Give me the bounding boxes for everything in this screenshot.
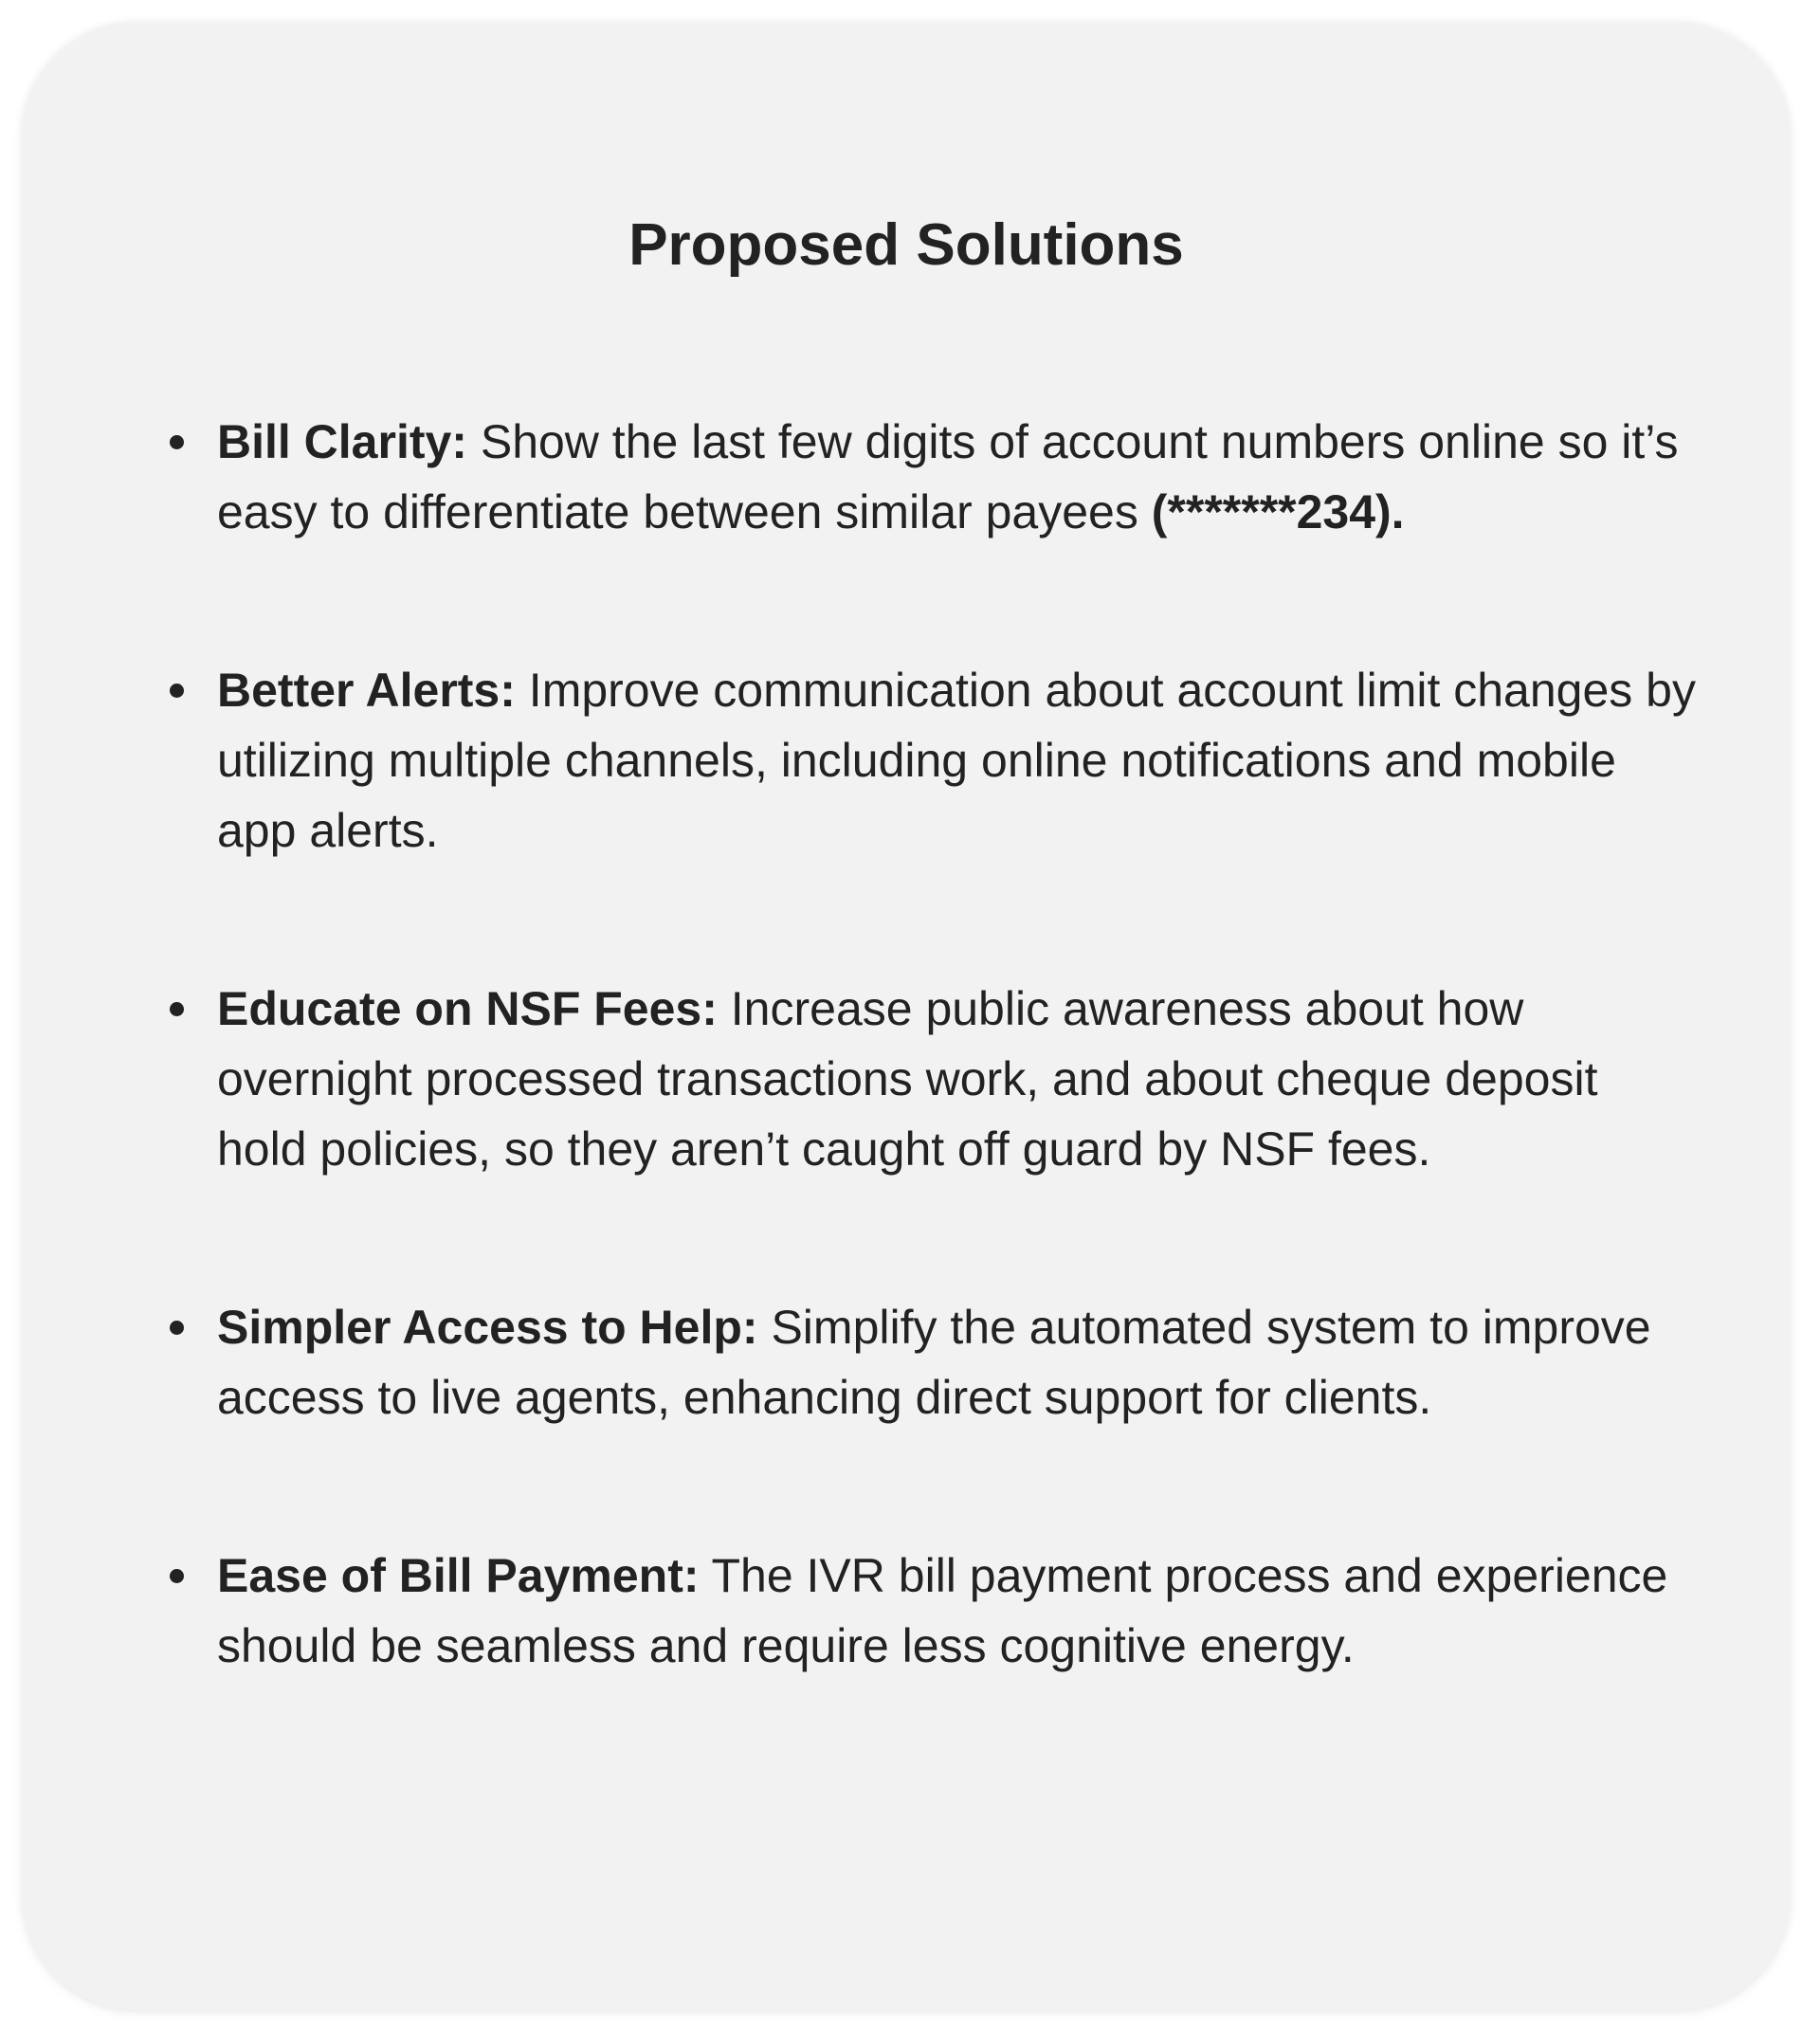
page-title: Proposed Solutions bbox=[628, 212, 1184, 278]
solution-term: Bill Clarity: bbox=[217, 415, 467, 468]
solution-term: Simpler Access to Help: bbox=[217, 1301, 758, 1354]
solutions-list bbox=[217, 407, 1696, 1681]
bullet-icon bbox=[170, 684, 184, 698]
bullet-icon bbox=[170, 1321, 184, 1335]
solution-item-ease-of-bill-payment bbox=[217, 1541, 1696, 1681]
account-mask-example: (*******234). bbox=[1151, 485, 1405, 538]
solution-item-bill-clarity bbox=[217, 407, 1696, 547]
solution-item-simpler-access bbox=[217, 1292, 1696, 1432]
solution-description: Increase public awareness about how overnight processed transactions work, and about cheque deposit hold policies, so they aren’t caught off guard by NSF fees. bbox=[217, 982, 1598, 1176]
solution-description: The IVR bill payment process and experience should be seamless and require less cognitive energy. bbox=[217, 1549, 1668, 1672]
bullet-icon bbox=[170, 1002, 184, 1016]
solution-term: Better Alerts: bbox=[217, 664, 516, 717]
solution-term: Ease of Bill Payment: bbox=[217, 1549, 700, 1602]
solution-description: Improve communication about account limit changes by utilizing multiple channels, including online notifications and mobile app alerts. bbox=[217, 664, 1696, 857]
bullet-icon bbox=[170, 435, 184, 449]
bullet-icon bbox=[170, 1569, 184, 1583]
solution-item-educate-nsf-fees bbox=[217, 974, 1696, 1184]
solution-description: Show the last few digits of account numbers online so it’s easy to differentiate between similar payees bbox=[217, 415, 1679, 538]
solutions-card bbox=[23, 23, 1790, 2010]
solution-item-better-alerts bbox=[217, 655, 1696, 866]
solution-term: Educate on NSF Fees: bbox=[217, 982, 718, 1035]
solution-description: Simplify the automated system to improve access to live agents, enhancing direct support for clients. bbox=[217, 1301, 1651, 1424]
